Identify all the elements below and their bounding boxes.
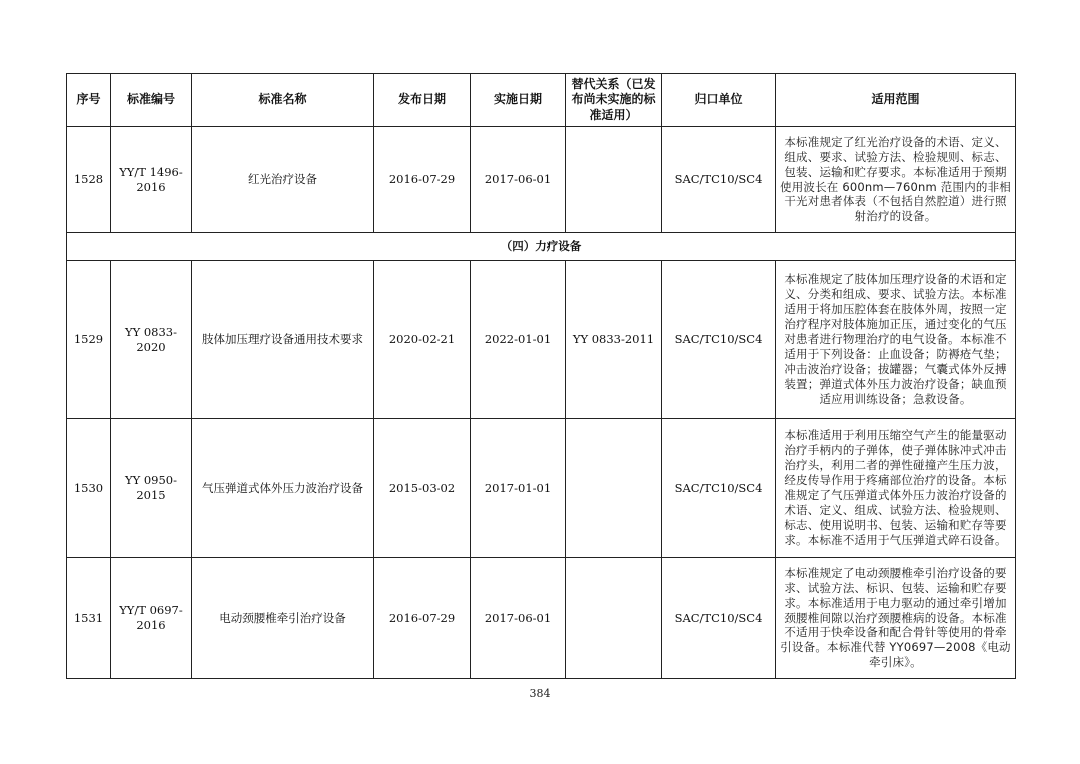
row-scope: 本标准规定了电动颈腰椎牵引治疗设备的要求、试验方法、标识、包装、运输和贮存要求。本标准适用于电力驱动的通过牵引增加颈腰椎间隙以治疗颈腰椎病的设备。本标准不适用于快牵设备和配合骨针等使用的骨牵引设备。本标准代替 YY0697—2008《电动牵引床》。 [776, 558, 1016, 679]
table-row [67, 127, 1016, 233]
header-row [67, 74, 1016, 127]
row-unit: SAC/TC10/SC4 [662, 261, 776, 419]
header-scope: 适用范围 [776, 74, 1016, 127]
row-replacement [566, 558, 662, 679]
row-name: 红光治疗设备 [192, 127, 374, 233]
row-implement-date: 2022-01-01 [471, 261, 566, 419]
header-code: 标准编号 [111, 74, 192, 127]
row-publish-date: 2016-07-29 [374, 558, 471, 679]
row-seq: 1528 [67, 127, 111, 233]
row-code: YY/T 1496-2016 [111, 127, 192, 233]
header-publish-date: 发布日期 [374, 74, 471, 127]
section-title: （四）力疗设备 [67, 233, 1016, 261]
header-unit: 归口单位 [662, 74, 776, 127]
row-code: YY 0950-2015 [111, 419, 192, 558]
table-row [67, 558, 1016, 679]
row-scope: 本标准规定了红光治疗设备的术语、定义、组成、要求、试验方法、检验规则、标志、包装、运输和贮存要求。本标准适用于预期使用波长在 600nm—760nm 范围内的非相干光对患者体表（不包括自然腔道）进行照射治疗的设备。 [776, 127, 1016, 233]
row-implement-date: 2017-06-01 [471, 558, 566, 679]
row-seq: 1531 [67, 558, 111, 679]
header-implement-date: 实施日期 [471, 74, 566, 127]
row-code: YY/T 0697-2016 [111, 558, 192, 679]
row-replacement [566, 419, 662, 558]
row-unit: SAC/TC10/SC4 [662, 127, 776, 233]
row-unit: SAC/TC10/SC4 [662, 419, 776, 558]
table-row [67, 419, 1016, 558]
section-row [67, 233, 1016, 261]
row-name: 肢体加压理疗设备通用技术要求 [192, 261, 374, 419]
row-name: 电动颈腰椎牵引治疗设备 [192, 558, 374, 679]
header-name: 标准名称 [192, 74, 374, 127]
row-code: YY 0833-2020 [111, 261, 192, 419]
row-seq: 1529 [67, 261, 111, 419]
row-seq: 1530 [67, 419, 111, 558]
page-number: 384 [529, 687, 551, 700]
row-scope: 本标准适用于利用压缩空气产生的能量驱动治疗手柄内的子弹体，使子弹体脉冲式冲击治疗头，利用二者的弹性碰撞产生压力波，经皮传导作用于疼痛部位治疗的设备。本标准规定了气压弹道式体外压力波治疗设备的术语、定义、组成、试验方法、检验规则、标志、使用说明书、包装、运输和贮存等要求。本标准不适用于气压弹道式碎石设备。 [776, 419, 1016, 558]
row-publish-date: 2016-07-29 [374, 127, 471, 233]
row-replacement: YY 0833-2011 [566, 261, 662, 419]
table-row [67, 261, 1016, 419]
row-replacement [566, 127, 662, 233]
row-name: 气压弹道式体外压力波治疗设备 [192, 419, 374, 558]
standards-table [66, 73, 1016, 679]
row-implement-date: 2017-01-01 [471, 419, 566, 558]
row-publish-date: 2020-02-21 [374, 261, 471, 419]
row-implement-date: 2017-06-01 [471, 127, 566, 233]
row-scope: 本标准规定了肢体加压理疗设备的术语和定义、分类和组成、要求、试验方法。本标准适用于将加压腔体套在肢体外周，按照一定治疗程序对肢体施加正压，通过变化的气压对患者进行物理治疗的电气设备。本标准不适用于下列设备：止血设备；防褥疮气垫；冲击波治疗设备；拔罐器；气囊式体外反搏装置；弹道式体外压力波治疗设备；缺血预适应用训练设备；急救设备。 [776, 261, 1016, 419]
row-publish-date: 2015-03-02 [374, 419, 471, 558]
row-unit: SAC/TC10/SC4 [662, 558, 776, 679]
header-seq: 序号 [67, 74, 111, 127]
header-replacement: 替代关系（已发布尚未实施的标准适用） [566, 74, 662, 127]
